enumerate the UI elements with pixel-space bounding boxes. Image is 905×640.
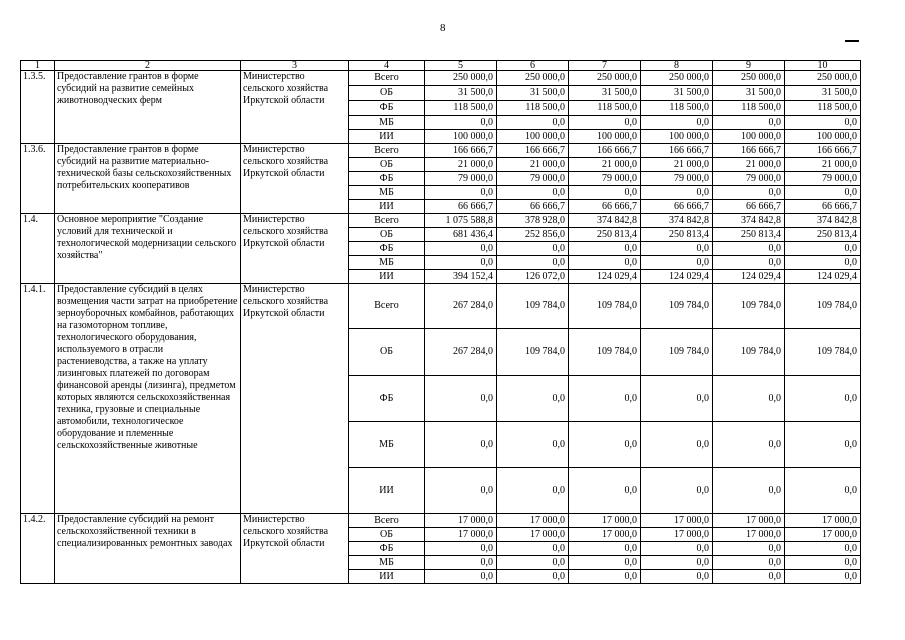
value-cell: 109 784,0 xyxy=(713,284,785,329)
value-cell: 166 666,7 xyxy=(785,144,861,158)
value-cell: 267 284,0 xyxy=(425,329,497,376)
value-cell: 250 000,0 xyxy=(569,71,641,86)
value-cell: 31 500,0 xyxy=(785,86,861,101)
funding-source: Всего xyxy=(349,284,425,329)
measure-name: Предоставление субсидий в целях возмещения части затрат на приобретение зерноуборочных комбайнов, работающих на газомоторном топливе, технологического оборудования, используемого в отрасли растениеводства, а также на уплату лизинговых платежей по договорам финансовой аренды (лизинга), предметом которых являются сельскохозяйственная техника, грузовые и специальные автомобили, технологическое оборудование и племенные сельскохозяйственные животные xyxy=(55,284,241,514)
value-cell: 0,0 xyxy=(425,242,497,256)
value-cell: 109 784,0 xyxy=(497,284,569,329)
value-cell: 100 000,0 xyxy=(497,130,569,144)
value-cell: 118 500,0 xyxy=(569,101,641,116)
value-cell: 250 000,0 xyxy=(785,71,861,86)
value-cell: 374 842,8 xyxy=(569,214,641,228)
value-cell: 0,0 xyxy=(425,556,497,570)
value-cell: 109 784,0 xyxy=(713,329,785,376)
funding-source: МБ xyxy=(349,186,425,200)
value-cell: 0,0 xyxy=(713,570,785,584)
value-cell: 0,0 xyxy=(785,422,861,468)
value-cell: 0,0 xyxy=(569,186,641,200)
value-cell: 0,0 xyxy=(425,256,497,270)
value-cell: 0,0 xyxy=(641,542,713,556)
measure-name: Предоставление субсидий на ремонт сельскохозяйственной техники в специализированных ремонтных заводах xyxy=(55,514,241,584)
value-cell: 21 000,0 xyxy=(497,158,569,172)
table-row xyxy=(21,514,861,528)
row-number: 1.4.1. xyxy=(21,284,55,514)
value-cell: 100 000,0 xyxy=(425,130,497,144)
value-cell: 0,0 xyxy=(497,242,569,256)
funding-source: ИИ xyxy=(349,570,425,584)
value-cell: 79 000,0 xyxy=(785,172,861,186)
value-cell: 0,0 xyxy=(569,422,641,468)
value-cell: 0,0 xyxy=(497,468,569,514)
value-cell: 17 000,0 xyxy=(713,528,785,542)
margin-mark xyxy=(845,40,859,42)
value-cell: 118 500,0 xyxy=(425,101,497,116)
value-cell: 0,0 xyxy=(641,256,713,270)
value-cell: 17 000,0 xyxy=(713,514,785,528)
value-cell: 118 500,0 xyxy=(785,101,861,116)
col-header: 1 xyxy=(21,61,55,71)
col-header: 5 xyxy=(425,61,497,71)
value-cell: 0,0 xyxy=(641,186,713,200)
funding-source: ОБ xyxy=(349,329,425,376)
funding-source: ИИ xyxy=(349,130,425,144)
value-cell: 0,0 xyxy=(713,242,785,256)
value-cell: 0,0 xyxy=(425,468,497,514)
row-number: 1.4.2. xyxy=(21,514,55,584)
value-cell: 0,0 xyxy=(641,242,713,256)
value-cell: 79 000,0 xyxy=(497,172,569,186)
value-cell: 79 000,0 xyxy=(569,172,641,186)
value-cell: 0,0 xyxy=(713,542,785,556)
value-cell: 17 000,0 xyxy=(497,528,569,542)
value-cell: 31 500,0 xyxy=(569,86,641,101)
value-cell: 0,0 xyxy=(785,542,861,556)
value-cell: 66 666,7 xyxy=(641,200,713,214)
row-number: 1.3.5. xyxy=(21,71,55,144)
value-cell: 1 075 588,8 xyxy=(425,214,497,228)
value-cell: 66 666,7 xyxy=(713,200,785,214)
value-cell: 0,0 xyxy=(641,116,713,130)
value-cell: 0,0 xyxy=(713,468,785,514)
col-header: 2 xyxy=(55,61,241,71)
value-cell: 250 000,0 xyxy=(713,71,785,86)
value-cell: 21 000,0 xyxy=(713,158,785,172)
value-cell: 0,0 xyxy=(497,542,569,556)
value-cell: 250 000,0 xyxy=(497,71,569,86)
value-cell: 0,0 xyxy=(569,256,641,270)
funding-source: Всего xyxy=(349,71,425,86)
value-cell: 166 666,7 xyxy=(713,144,785,158)
value-cell: 21 000,0 xyxy=(569,158,641,172)
value-cell: 66 666,7 xyxy=(569,200,641,214)
value-cell: 17 000,0 xyxy=(641,514,713,528)
table-row xyxy=(21,71,861,86)
executor-name: Министерство сельского хозяйства Иркутской области xyxy=(241,514,349,584)
value-cell: 250 000,0 xyxy=(641,71,713,86)
value-cell: 31 500,0 xyxy=(641,86,713,101)
funding-source: Всего xyxy=(349,144,425,158)
value-cell: 0,0 xyxy=(641,422,713,468)
value-cell: 0,0 xyxy=(713,376,785,422)
value-cell: 31 500,0 xyxy=(425,86,497,101)
executor-name: Министерство сельского хозяйства Иркутской области xyxy=(241,71,349,144)
value-cell: 0,0 xyxy=(641,556,713,570)
value-cell: 109 784,0 xyxy=(785,329,861,376)
page-number: 8 xyxy=(440,22,446,34)
col-header: 4 xyxy=(349,61,425,71)
measure-name: Основное мероприятие "Создание условий для технической и технологической модернизации сельского хозяйства" xyxy=(55,214,241,284)
value-cell: 0,0 xyxy=(641,570,713,584)
value-cell: 0,0 xyxy=(425,570,497,584)
funding-source: ФБ xyxy=(349,542,425,556)
funding-source: ОБ xyxy=(349,528,425,542)
col-header: 3 xyxy=(241,61,349,71)
value-cell: 0,0 xyxy=(569,556,641,570)
value-cell: 0,0 xyxy=(785,256,861,270)
table-row xyxy=(21,144,861,158)
value-cell: 0,0 xyxy=(425,116,497,130)
value-cell: 0,0 xyxy=(425,542,497,556)
executor-name: Министерство сельского хозяйства Иркутской области xyxy=(241,144,349,214)
value-cell: 17 000,0 xyxy=(569,514,641,528)
value-cell: 31 500,0 xyxy=(497,86,569,101)
value-cell: 21 000,0 xyxy=(425,158,497,172)
budget-table xyxy=(20,60,861,584)
value-cell: 31 500,0 xyxy=(713,86,785,101)
value-cell: 0,0 xyxy=(569,468,641,514)
funding-source: МБ xyxy=(349,256,425,270)
value-cell: 250 813,4 xyxy=(713,228,785,242)
value-cell: 79 000,0 xyxy=(641,172,713,186)
value-cell: 79 000,0 xyxy=(425,172,497,186)
funding-source: ИИ xyxy=(349,270,425,284)
value-cell: 0,0 xyxy=(497,570,569,584)
value-cell: 0,0 xyxy=(569,542,641,556)
value-cell: 0,0 xyxy=(713,116,785,130)
value-cell: 17 000,0 xyxy=(425,514,497,528)
measure-name: Предоставление грантов в форме субсидий на развитие семейных животноводческих ферм xyxy=(55,71,241,144)
value-cell: 21 000,0 xyxy=(785,158,861,172)
value-cell: 17 000,0 xyxy=(425,528,497,542)
value-cell: 124 029,4 xyxy=(785,270,861,284)
value-cell: 0,0 xyxy=(785,116,861,130)
value-cell: 109 784,0 xyxy=(497,329,569,376)
funding-source: МБ xyxy=(349,422,425,468)
funding-source: Всего xyxy=(349,514,425,528)
value-cell: 100 000,0 xyxy=(785,130,861,144)
executor-name: Министерство сельского хозяйства Иркутской области xyxy=(241,284,349,514)
value-cell: 100 000,0 xyxy=(713,130,785,144)
value-cell: 0,0 xyxy=(785,376,861,422)
value-cell: 66 666,7 xyxy=(785,200,861,214)
value-cell: 0,0 xyxy=(713,422,785,468)
value-cell: 267 284,0 xyxy=(425,284,497,329)
col-header: 10 xyxy=(785,61,861,71)
value-cell: 0,0 xyxy=(785,186,861,200)
value-cell: 0,0 xyxy=(713,556,785,570)
value-cell: 17 000,0 xyxy=(569,528,641,542)
value-cell: 0,0 xyxy=(497,256,569,270)
header-row xyxy=(21,61,861,71)
funding-source: ОБ xyxy=(349,158,425,172)
value-cell: 0,0 xyxy=(785,468,861,514)
value-cell: 17 000,0 xyxy=(497,514,569,528)
value-cell: 252 856,0 xyxy=(497,228,569,242)
value-cell: 0,0 xyxy=(785,570,861,584)
value-cell: 0,0 xyxy=(425,376,497,422)
value-cell: 378 928,0 xyxy=(497,214,569,228)
funding-source: ФБ xyxy=(349,242,425,256)
value-cell: 17 000,0 xyxy=(785,514,861,528)
value-cell: 100 000,0 xyxy=(569,130,641,144)
col-header: 6 xyxy=(497,61,569,71)
value-cell: 109 784,0 xyxy=(641,284,713,329)
value-cell: 0,0 xyxy=(569,570,641,584)
value-cell: 250 813,4 xyxy=(785,228,861,242)
value-cell: 0,0 xyxy=(569,116,641,130)
value-cell: 0,0 xyxy=(425,186,497,200)
funding-source: ОБ xyxy=(349,228,425,242)
value-cell: 0,0 xyxy=(713,256,785,270)
funding-source: МБ xyxy=(349,556,425,570)
value-cell: 100 000,0 xyxy=(641,130,713,144)
value-cell: 79 000,0 xyxy=(713,172,785,186)
value-cell: 109 784,0 xyxy=(785,284,861,329)
value-cell: 250 813,4 xyxy=(569,228,641,242)
value-cell: 124 029,4 xyxy=(569,270,641,284)
value-cell: 374 842,8 xyxy=(641,214,713,228)
value-cell: 0,0 xyxy=(569,242,641,256)
value-cell: 0,0 xyxy=(785,242,861,256)
funding-source: ИИ xyxy=(349,468,425,514)
col-header: 8 xyxy=(641,61,713,71)
col-header: 7 xyxy=(569,61,641,71)
value-cell: 250 813,4 xyxy=(641,228,713,242)
value-cell: 0,0 xyxy=(425,422,497,468)
funding-source: ФБ xyxy=(349,101,425,116)
value-cell: 118 500,0 xyxy=(497,101,569,116)
value-cell: 0,0 xyxy=(641,468,713,514)
value-cell: 124 029,4 xyxy=(641,270,713,284)
value-cell: 0,0 xyxy=(497,556,569,570)
row-number: 1.3.6. xyxy=(21,144,55,214)
value-cell: 109 784,0 xyxy=(641,329,713,376)
value-cell: 0,0 xyxy=(497,116,569,130)
value-cell: 374 842,8 xyxy=(713,214,785,228)
value-cell: 109 784,0 xyxy=(569,284,641,329)
value-cell: 394 152,4 xyxy=(425,270,497,284)
value-cell: 126 072,0 xyxy=(497,270,569,284)
funding-source: ИИ xyxy=(349,200,425,214)
value-cell: 124 029,4 xyxy=(713,270,785,284)
value-cell: 166 666,7 xyxy=(497,144,569,158)
value-cell: 118 500,0 xyxy=(641,101,713,116)
value-cell: 17 000,0 xyxy=(785,528,861,542)
table-body xyxy=(21,71,861,584)
funding-source: ОБ xyxy=(349,86,425,101)
value-cell: 250 000,0 xyxy=(425,71,497,86)
value-cell: 166 666,7 xyxy=(569,144,641,158)
value-cell: 166 666,7 xyxy=(641,144,713,158)
value-cell: 66 666,7 xyxy=(425,200,497,214)
value-cell: 166 666,7 xyxy=(425,144,497,158)
value-cell: 66 666,7 xyxy=(497,200,569,214)
executor-name: Министерство сельского хозяйства Иркутской области xyxy=(241,214,349,284)
funding-source: ФБ xyxy=(349,376,425,422)
value-cell: 374 842,8 xyxy=(785,214,861,228)
col-header: 9 xyxy=(713,61,785,71)
row-number: 1.4. xyxy=(21,214,55,284)
value-cell: 681 436,4 xyxy=(425,228,497,242)
measure-name: Предоставление грантов в форме субсидий на развитие материально-технической базы сельскохозяйственных потребительских кооперативов xyxy=(55,144,241,214)
value-cell: 0,0 xyxy=(497,422,569,468)
value-cell: 0,0 xyxy=(785,556,861,570)
table-row xyxy=(21,284,861,329)
funding-source: Всего xyxy=(349,214,425,228)
value-cell: 17 000,0 xyxy=(641,528,713,542)
value-cell: 21 000,0 xyxy=(641,158,713,172)
funding-source: МБ xyxy=(349,116,425,130)
value-cell: 0,0 xyxy=(497,186,569,200)
value-cell: 0,0 xyxy=(641,376,713,422)
value-cell: 0,0 xyxy=(497,376,569,422)
value-cell: 0,0 xyxy=(569,376,641,422)
table-row xyxy=(21,214,861,228)
funding-source: ФБ xyxy=(349,172,425,186)
value-cell: 109 784,0 xyxy=(569,329,641,376)
value-cell: 0,0 xyxy=(713,186,785,200)
value-cell: 118 500,0 xyxy=(713,101,785,116)
